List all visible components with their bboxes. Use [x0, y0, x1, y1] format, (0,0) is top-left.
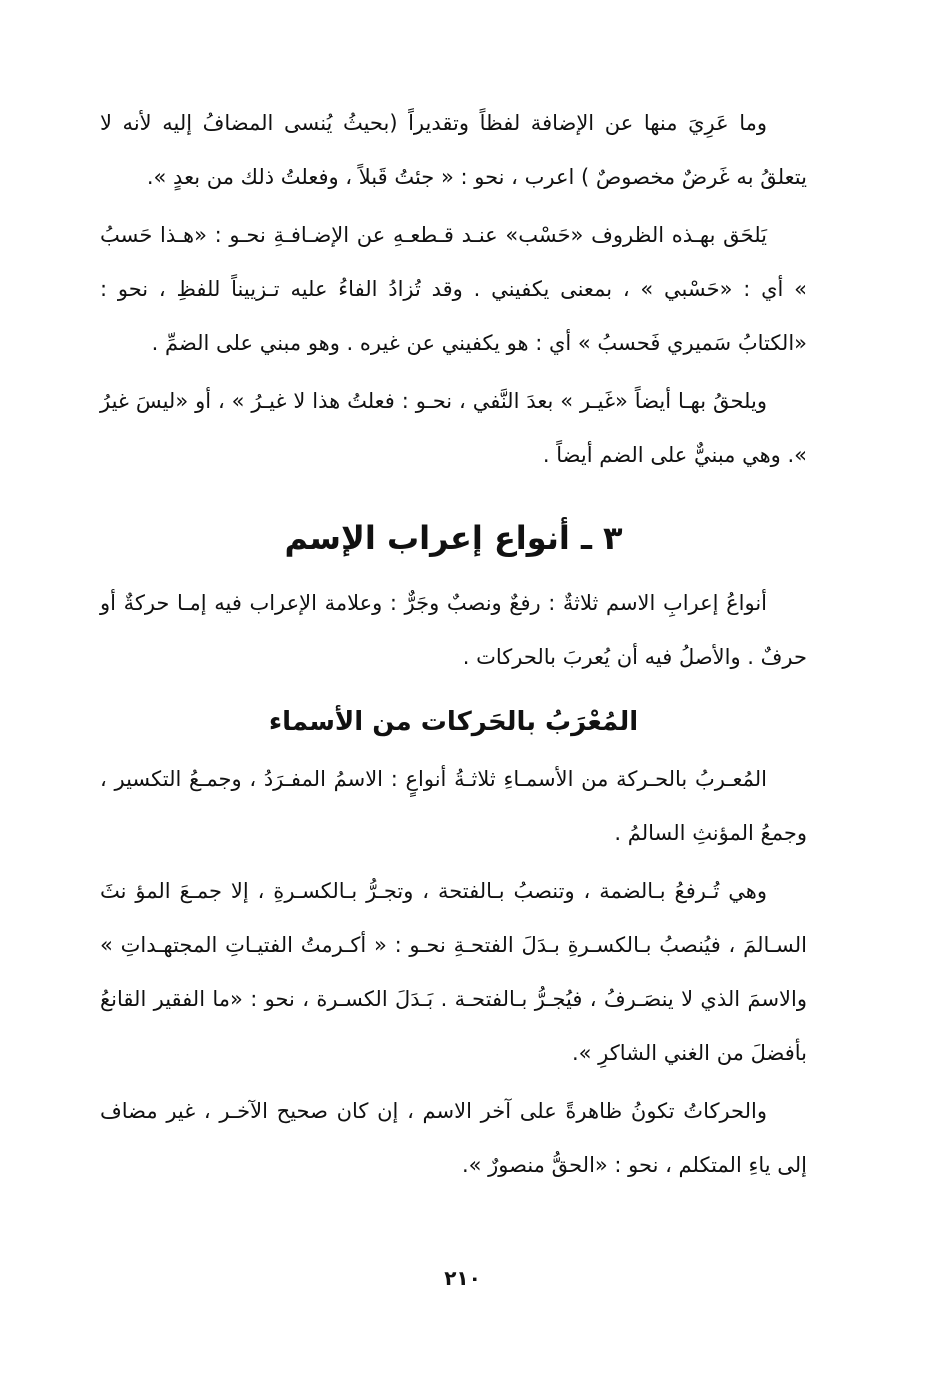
- section-heading: ٣ ـ أنواع إعراب الإسم: [284, 519, 623, 557]
- page-number: ٢١٠: [444, 1266, 481, 1290]
- paragraph-hasb: يَلحَق بهـذه الظروف «حَسْب» عنـد قـطعـهِ عن الإضـافـةِ نحـو : «هـذا حَسبُ » أي : «حَسْبي » ، بمعنى يكفيني . وقد تُزادُ الفاءُ عليه تـزييناً للفظِ ، نحو : «الكتابُ سَميري فَحسبُ » أي : هو يكفيني عن غيره . وهو مبني على الضمِّ .: [100, 223, 807, 355]
- paragraph-harakat-signs: وهي تُـرفعُ بـالضمة ، وتنصبُ بـالفتحة ، وتجـرُّ بـالكسـرةِ ، إلا جمـعَ المؤ نثَ السـالمَ ، فيُنصبُ بـالكسـرةِ بـدَلَ الفتحـةِ نحـو : « أكـرمتُ الفتيـاتِ المجتهـداتِ » والاسمَ الذي لا ينصَـرفُ ، فيُجـرُّ بـالفتحـة . بَـدَلَ الكسـرة ، نحو : «ما الفقير القانعُ بأفضلَ من الغني الشاكرِ ».: [100, 879, 807, 1065]
- sub-heading: المُعْرَبُ بالحَركات من الأسماء: [268, 707, 639, 737]
- paragraph-without-idafa: وما عَرِيَ منها عن الإضافة لفظاً وتقديراً (بحيثُ يُنسى المضافُ إليه لأنه لا يتعلقُ به غَرضٌ مخصوصٌ ) اعرب ، نحو : « جئتُ قَبلاً ، وفعلتُ ذلك من بعدٍ ».: [100, 111, 807, 189]
- paragraph-harakat-visible: والحركاتُ تكونُ ظاهرةً على آخر الاسم ، إن كان صحيح الآخـر ، غير مضاف إلى ياءِ المتكلم ، نحو : «الحقُّ منصورٌ ».: [100, 1099, 807, 1177]
- paragraph-ghayr: ويلحقُ بهـا أيضاً «غَيـر » بعدَ النَّفي ، نحـو : فعلتُ هذا لا غيـرُ » ، أو «ليسَ غيرُ ». وهي مبنيٌّ على الضم أيضاً .: [100, 389, 807, 467]
- paragraph-murab-types: المُعـربُ بالحـركة من الأسمـاءِ ثلاثـةُ أنواعٍ : الاسمُ المفـرَدُ ، وجمـعُ التكسير ، وجمعُ المؤنثِ السالمُ .: [100, 767, 807, 845]
- paragraph-irab-types: أنواعُ إعرابِ الاسم ثلاثةٌ : رفعٌ ونصبٌ وجَرٌّ : وعلامة الإعراب فيه إمـا حركةٌ أو حرفٌ . والأصلُ فيه أن يُعربَ بالحركات .: [100, 591, 807, 669]
